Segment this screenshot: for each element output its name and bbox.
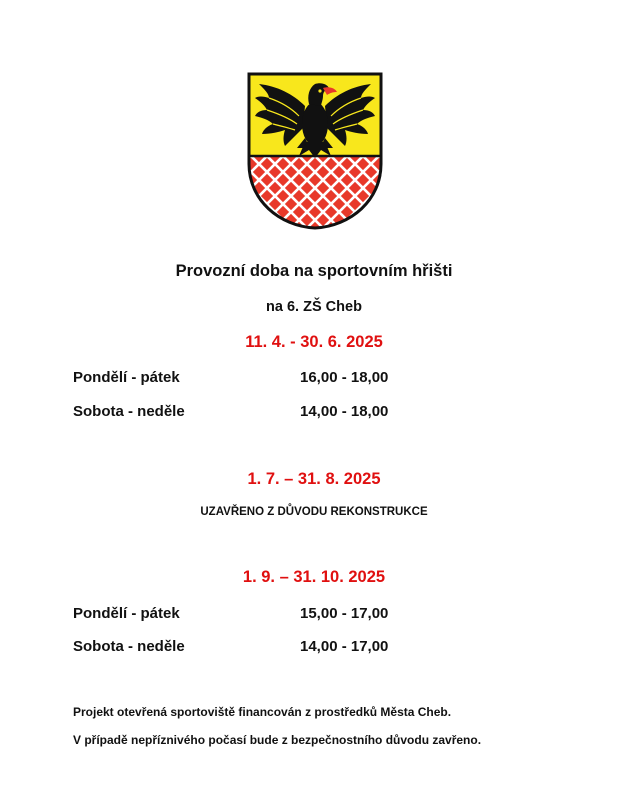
period-3-dates: 1. 9. – 31. 10. 2025: [242, 568, 386, 586]
schedule-hours: 14,00 - 18,00: [300, 403, 389, 420]
page-subtitle: na 6. ZŠ Cheb: [266, 299, 362, 315]
page-title: Provozní doba na sportovním hřišti: [175, 262, 453, 280]
schedule-hours: 16,00 - 18,00: [300, 369, 389, 386]
closed-notice: UZAVŘENO Z DŮVODU REKONSTRUKCE: [200, 506, 428, 518]
schedule-days: Pondělí - pátek: [73, 369, 180, 386]
weather-note: V případě nepříznivého počasí bude z bezpečnostního důvodu zavřeno.: [73, 733, 482, 747]
schedule-days: Sobota - neděle: [73, 638, 185, 655]
schedule-hours: 15,00 - 17,00: [300, 605, 389, 622]
period-2-dates: 1. 7. – 31. 8. 2025: [247, 470, 381, 488]
funding-note: Projekt otevřená sportoviště financován z prostředků Města Cheb.: [73, 705, 452, 719]
coat-of-arms-icon: [247, 72, 383, 230]
schedule-days: Pondělí - pátek: [73, 605, 180, 622]
schedule-days: Sobota - neděle: [73, 403, 185, 420]
schedule-hours: 14,00 - 17,00: [300, 638, 389, 655]
period-1-dates: 11. 4. - 30. 6. 2025: [245, 333, 383, 351]
